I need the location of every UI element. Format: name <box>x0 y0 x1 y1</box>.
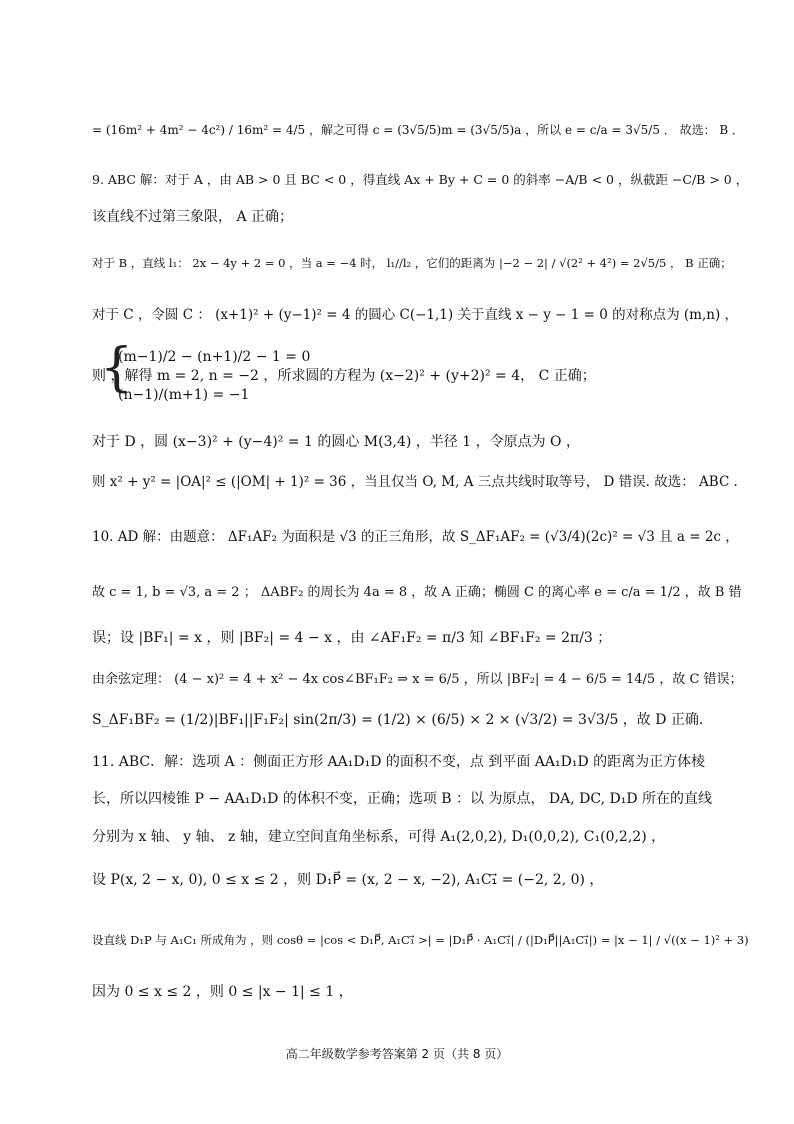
text-line-5: 对于 C ，令圆 C ： (x+1)² + (y−1)² = 4 的圆心 C(−1,1) 关于直线 x − y − 1 = 0 的对称点为 (m,n) ， <box>92 307 739 323</box>
text-line-14: 11. ABC．解：选项 A ：侧面正方形 AA₁D₁D 的面积不变，点 到平面 AA₁D₁D 的距离为正方体棱 <box>92 754 706 770</box>
text-line-2: 9. ABC 解：对于 A ，由 AB > 0 且 BC < 0 ，得直线 Ax + By + C = 0 的斜率 −A/B < 0 ，纵截距 −C/B > 0 ， <box>92 172 749 187</box>
text-line-17: 设 P(x, 2 − x, 0), 0 ≤ x ≤ 2 ，则 D₁P⃗ = (x, 2 − x, −2), A₁C₁⃗ = (−2, 2, 0) ， <box>92 872 604 888</box>
page-footer: 高二年级数学参考答案第 2 页（共 8 页） <box>285 1047 509 1061</box>
text-line-10: 故 c = 1, b = √3, a = 2 ； ΔABF₂ 的周长为 4a = 8 ，故 A 正确；椭圆 C 的离心率 e = c/a = 1/2 ，故 B 错 <box>92 585 742 600</box>
text-line-7: 对于 D ，圆 (x−3)² + (y−4)² = 1 的圆心 M(3,4) ，半径 1 ，令原点为 O ， <box>92 434 580 450</box>
system-brace: { <box>100 338 134 398</box>
text-line-12: 由余弦定理： (4 − x)² = 4 + x² − 4x cos∠BF₁F₂ ⇒ x = 6/5 ，所以 |BF₂| = 4 − 6/5 = 14/5 ，故 C 错误； <box>92 672 743 687</box>
text-line-19: 因为 0 ≤ x ≤ 2 ，则 0 ≤ |x − 1| ≤ 1 ， <box>92 984 353 1000</box>
text-line-4: 对于 B ，直线 l₁： 2x − 4y + 2 = 0 ，当 a = −4 时， l₁//l₂ ，它们的距离为 |−2 − 2| / √(2² + 4²) = 2√5/5 ， B 正确； <box>92 256 732 270</box>
equation-system-row-2: (n−1)/(m+1) = −1 <box>118 387 250 403</box>
text-line-6: 则 ，解得 m = 2, n = −2 ，所求圆的方程为 (x−2)² + (y+2)² = 4， C 正确； <box>92 368 596 384</box>
text-line-18: 设直线 D₁P 与 A₁C₁ 所成角为 ，则 cosθ = |cos < D₁P⃗, A₁C₁⃗ >| = |D₁P⃗ · A₁C₁⃗| / (|D₁P⃗||A₁C₁⃗|) = |x − 1| / √((x − 1)² + 3) <box>92 933 749 947</box>
text-line-3: 该直线不过第三象限， A 正确； <box>92 209 294 225</box>
text-line-16: 分别为 x 轴、 y 轴、 z 轴，建立空间直角坐标系，可得 A₁(2,0,2), D₁(0,0,2), C₁(0,2,2) ， <box>92 829 666 845</box>
text-line-15: 长，所以四棱锥 P − AA₁D₁D 的体积不变，正确；选项 B ：以 为原点， DA, DC, D₁D 所在的直线 <box>92 791 713 807</box>
text-line-9: 10. AD 解：由题意： ΔF₁AF₂ 为面积是 √3 的正三角形，故 S_ΔF₁AF₂ = (√3/4)(2c)² = √3 且 a = 2c ， <box>92 529 739 545</box>
text-line-1: = (16m² + 4m² − 4c²) / 16m² = 4/5 ，解之可得 c = (3√5/5)m = (3√5/5)a ，所以 e = c/a = 3√5/5 ． 故选： B ． <box>92 123 745 137</box>
text-line-13: S_ΔF₁BF₂ = (1/2)|BF₁||F₁F₂| sin(2π/3) = (1/2) × (6/5) × 2 × (√3/2) = 3√3/5 ，故 D 正确. <box>92 712 704 728</box>
text-line-8: 则 x² + y² = |OA|² ≤ (|OM| + 1)² = 36 ，当且仅当 O, M, A 三点共线时取等号， D 错误. 故选： ABC . <box>92 474 738 490</box>
text-line-11: 误；设 |BF₁| = x ，则 |BF₂| = 4 − x ，由 ∠AF₁F₂ = π/3 知 ∠BF₁F₂ = 2π/3 ； <box>92 630 612 646</box>
equation-system-row-1: (m−1)/2 − (n+1)/2 − 1 = 0 <box>118 349 311 365</box>
